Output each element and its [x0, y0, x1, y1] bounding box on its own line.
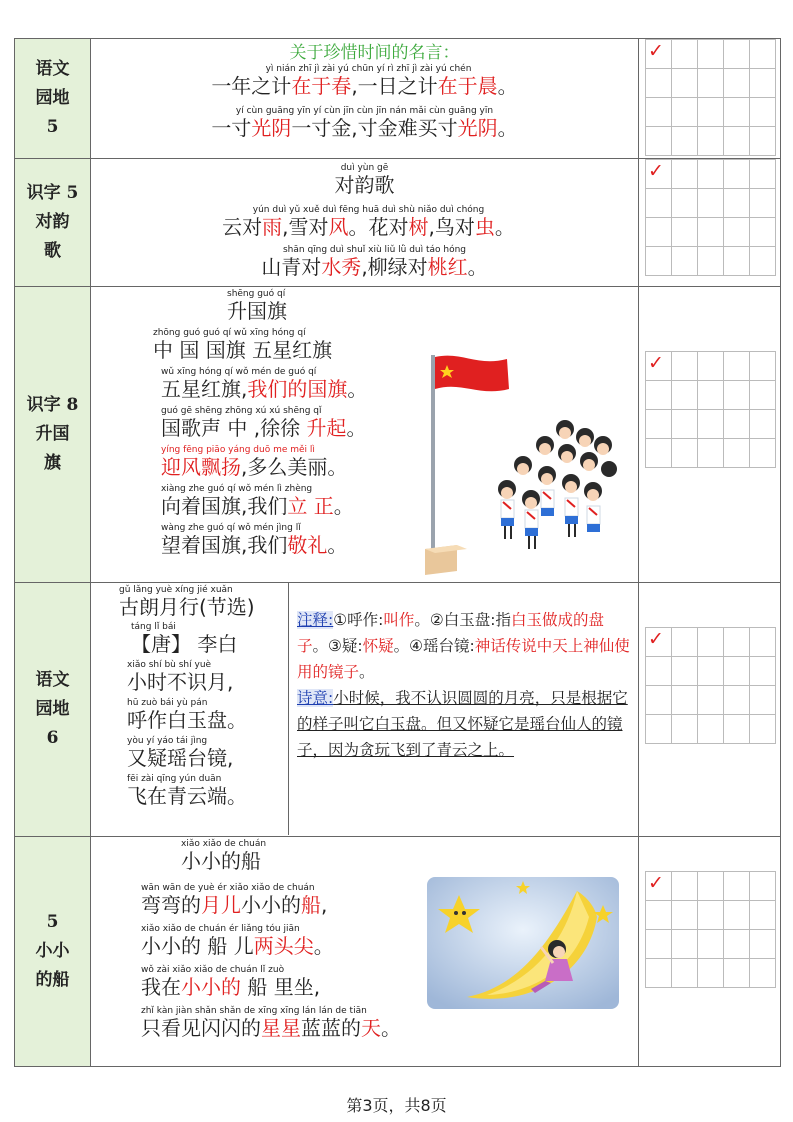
writing-grid[interactable]	[645, 627, 776, 744]
label-line: 语文	[35, 59, 70, 79]
annotation-label: 注释:	[297, 611, 334, 629]
pinyin-line: yòu yí yáo tái jìng	[127, 736, 208, 746]
section-title: 升国旗	[227, 299, 287, 323]
practice-cell	[639, 287, 781, 583]
label-line: 的船	[35, 970, 70, 990]
check-mark-icon: ✓	[648, 628, 664, 650]
text-line: 山青对水秀,柳绿对桃红。	[261, 255, 488, 279]
pinyin-line: hū zuò bái yù pán	[127, 698, 208, 708]
pinyin-line: fēi zài qīng yún duān	[127, 774, 222, 784]
check-mark-icon: ✓	[648, 352, 664, 374]
pinyin-line: wān wān de yuè ér xiǎo xiǎo de chuán	[141, 883, 315, 893]
pinyin-line: yún duì yǔ xuě duì fēng huā duì shù niǎo duì chóng	[252, 205, 485, 215]
meaning-text: 小时候，我不认识圆圆的月亮，只是根据它的样子叫它白玉盘。但又怀疑它是瑶台仙人的镜子，因为贪玩飞到了青云之上。	[297, 689, 628, 759]
label-line: 5	[46, 912, 59, 932]
pinyin-line: zhōng guó guó qí wǔ xīng hóng qí	[153, 328, 306, 338]
label-line: 旗	[44, 453, 61, 473]
practice-cell	[639, 39, 781, 159]
writing-grid[interactable]	[645, 39, 776, 156]
text-line: 迎风飘扬,多么美丽。	[161, 455, 348, 479]
poem-line: 呼作白玉盘。	[127, 708, 247, 732]
meaning-block	[297, 685, 632, 763]
row-label	[15, 837, 91, 1067]
pinyin-line: shān qīng duì shuǐ xiù liǔ lǜ duì táo hóng	[282, 245, 467, 255]
label-line: 对韵	[35, 212, 70, 232]
text-line: 云对雨,雪对风。花对树,鸟对虫。	[222, 215, 515, 239]
pinyin-line: xiǎo shí bù shí yuè	[127, 660, 212, 670]
section-title: 关于珍惜时间的名言：	[289, 43, 460, 63]
page-footer: 第3页，共8页	[346, 1096, 447, 1115]
practice-cell	[639, 837, 781, 1067]
text-line: 中 国 国旗 五星红旗	[153, 338, 333, 362]
pinyin-line: zhǐ kàn jiàn shǎn shǎn de xīng xīng lán lán de tiān	[141, 1006, 367, 1016]
practice-cell	[639, 583, 781, 837]
row-content	[91, 837, 639, 1067]
pinyin-line: wǔ xīng hóng qí wǒ mén de guó qí	[161, 367, 317, 377]
worksheet-table	[14, 38, 781, 1067]
moon-boat-illustration	[427, 877, 619, 1009]
flag-raising-illustration	[417, 349, 617, 581]
pinyin-line: yí cùn guāng yīn yí cùn jīn cùn jīn nán mǎi cùn guāng yīn	[235, 106, 494, 116]
poem-column	[91, 583, 289, 835]
section-title: 对韵歌	[334, 173, 395, 197]
check-mark-icon: ✓	[648, 40, 664, 62]
row-label	[15, 287, 91, 583]
text-line: 五星红旗,我们的国旗。	[161, 377, 368, 401]
pinyin-line: shēng guó qí	[227, 289, 286, 299]
row-content	[91, 287, 639, 583]
text-line: 一年之计在于春,一日之计在于晨。	[211, 74, 518, 98]
poem-line: 飞在青云端。	[127, 784, 247, 808]
meaning-label: 诗意:	[297, 689, 334, 707]
text-line: 一寸光阴一寸金,寸金难买寸光阴。	[211, 116, 518, 140]
label-line: 识字 5	[26, 183, 79, 203]
annotation-block: 注释:①呼作:叫作。②白玉盘:指白玉做成的盘子。③疑:怀疑。④瑶台镜:神话传说中天上神仙使用的镜子。	[297, 611, 630, 681]
row-label	[15, 39, 91, 159]
label-line: 园地	[35, 699, 70, 719]
pinyin-line: duì yùn gē	[340, 163, 389, 173]
text-line: 小小的 船 儿两头尖。	[141, 934, 334, 958]
poem-author: 【唐】 李白	[131, 632, 238, 656]
text-line: 望着国旗,我们敬礼。	[161, 533, 348, 557]
pinyin-line: xiàng zhe guó qí wǒ mén lì zhèng	[161, 484, 313, 494]
notes-column	[289, 583, 638, 835]
text-line: 国歌声 中 ,徐徐 升起。	[161, 416, 367, 440]
poem-line: 小时不识月,	[127, 670, 234, 694]
pinyin-line: yì nián zhī jì zài yú chūn yí rì zhī jì zài yú chén	[265, 64, 472, 74]
pinyin-line: táng lǐ bái	[131, 622, 176, 632]
pinyin-line: wàng zhe guó qí wǒ mén jìng lǐ	[161, 523, 301, 533]
pinyin-line: yíng fēng piāo yáng duō me měi lì	[161, 445, 315, 455]
writing-grid[interactable]	[645, 159, 776, 276]
row-label	[15, 583, 91, 837]
practice-cell	[639, 159, 781, 287]
pinyin-line: wǒ zài xiǎo xiǎo de chuán lǐ zuò	[141, 965, 285, 975]
pinyin-line: xiǎo xiǎo de chuán ér liǎng tóu jiān	[141, 924, 300, 934]
row-content	[91, 39, 639, 159]
label-line: 语文	[35, 670, 70, 690]
pinyin-line: guó gē shēng zhōng xú xú shēng qǐ	[161, 406, 322, 416]
row-content	[91, 159, 639, 287]
label-line: 小小	[35, 941, 70, 961]
label-line: 5	[46, 117, 59, 137]
text-line: 弯弯的月儿小小的船,	[141, 893, 328, 917]
text-line: 只看见闪闪的星星蓝蓝的天。	[141, 1016, 401, 1040]
row-content	[91, 583, 639, 837]
pinyin-line: xiǎo xiǎo de chuán	[181, 839, 267, 849]
poem-title: 古朗月行(节选)	[119, 595, 255, 619]
label-line: 识字 8	[26, 395, 79, 415]
label-line: 园地	[35, 88, 70, 108]
poem-line: 又疑瑶台镜,	[127, 746, 234, 770]
label-line: 6	[46, 728, 59, 748]
check-mark-icon: ✓	[648, 872, 664, 894]
text-line: 向着国旗,我们立 正。	[161, 494, 354, 518]
row-label	[15, 159, 91, 287]
pinyin-line: gǔ lǎng yuè xíng jié xuǎn	[119, 585, 233, 595]
writing-grid[interactable]	[645, 871, 776, 988]
label-line: 升国	[35, 424, 70, 444]
label-line: 歌	[44, 241, 61, 261]
section-title: 小小的船	[181, 849, 261, 873]
check-mark-icon: ✓	[648, 160, 664, 182]
text-line: 我在小小的 船 里坐,	[141, 975, 321, 999]
writing-grid[interactable]	[645, 351, 776, 468]
